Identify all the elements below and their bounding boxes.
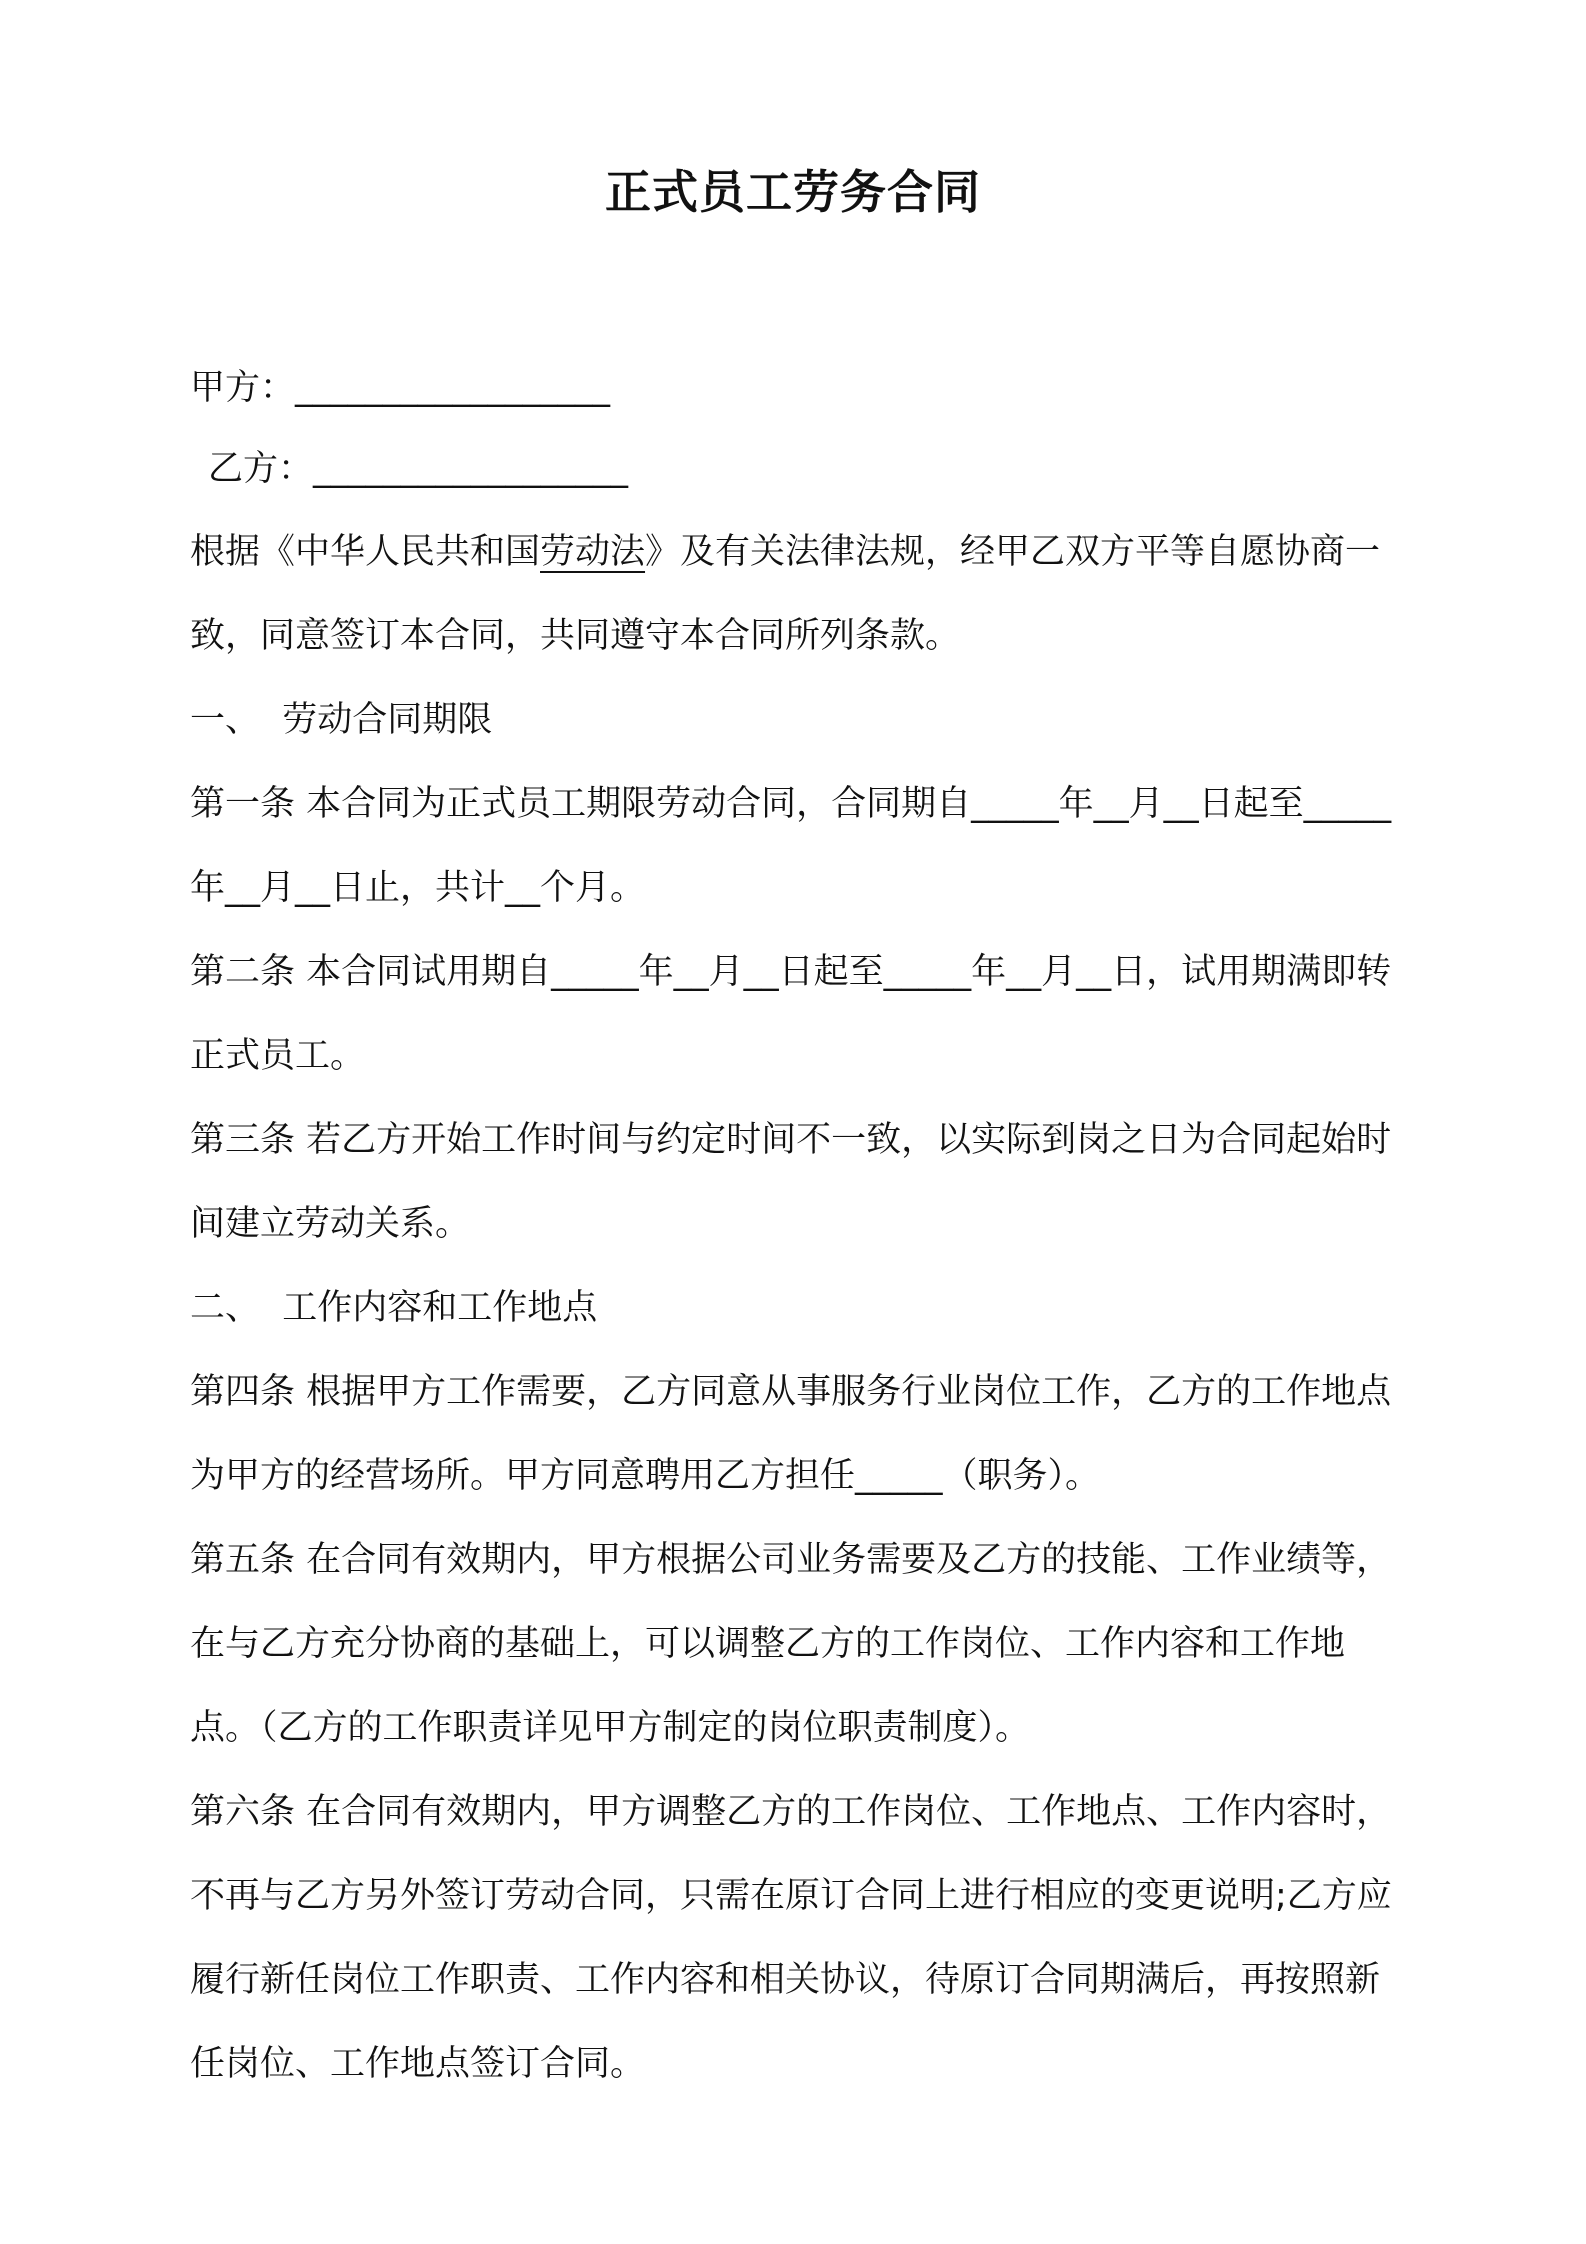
article-6: 第六条 在合同有效期内，甲方调整乙方的工作岗位、工作地点、工作内容时，不再与乙方另外签订劳动合同，只需在原订合同上进行相应的变更说明;乙方应履行新任岗位工作职责、工作内容和相关协议，待原订合同期满后，再按照新任岗位、工作地点签订合同。 xyxy=(190,1792,1392,2084)
contract-title: 正式员工劳务合同 xyxy=(605,165,981,219)
article-1: 第一条 本合同为正式员工期限劳动合同，合同期自_____年__月__日起至_____年__月__日止，共计__个月。 xyxy=(190,784,1392,908)
party-a-line: 甲方：__________________ xyxy=(190,368,611,408)
party-b-line: 乙方：__________________ xyxy=(208,449,629,489)
intro-paragraph xyxy=(190,510,1410,678)
section-1-heading: 一、 劳动合同期限 xyxy=(190,700,493,740)
contract-body xyxy=(190,510,1410,2106)
intro-before: 根据《中华人民共和国 xyxy=(190,532,541,572)
labor-law-reference: 劳动法 xyxy=(540,532,646,572)
intro-after: 》及有关法律法规，经甲乙双方平等自愿协商一致，同意签订本合同，共同遵守本合同所列条款。 xyxy=(190,532,1381,656)
article-3: 第三条 若乙方开始工作时间与约定时间不一致，以实际到岗之日为合同起始时间建立劳动关系。 xyxy=(190,1120,1392,1244)
article-4: 第四条 根据甲方工作需要，乙方同意从事服务行业岗位工作，乙方的工作地点为甲方的经营场所。甲方同意聘用乙方担任_____（职务）。 xyxy=(190,1372,1392,1496)
article-2: 第二条 本合同试用期自_____年__月__日起至_____年__月__日，试用期满即转正式员工。 xyxy=(190,952,1392,1076)
section-2-heading: 二、 工作内容和工作地点 xyxy=(190,1288,598,1328)
article-5: 第五条 在合同有效期内，甲方根据公司业务需要及乙方的技能、工作业绩等，在与乙方充分协商的基础上，可以调整乙方的工作岗位、工作内容和工作地点。（乙方的工作职责详见甲方制定的岗位职责制度）。 xyxy=(190,1540,1392,1748)
